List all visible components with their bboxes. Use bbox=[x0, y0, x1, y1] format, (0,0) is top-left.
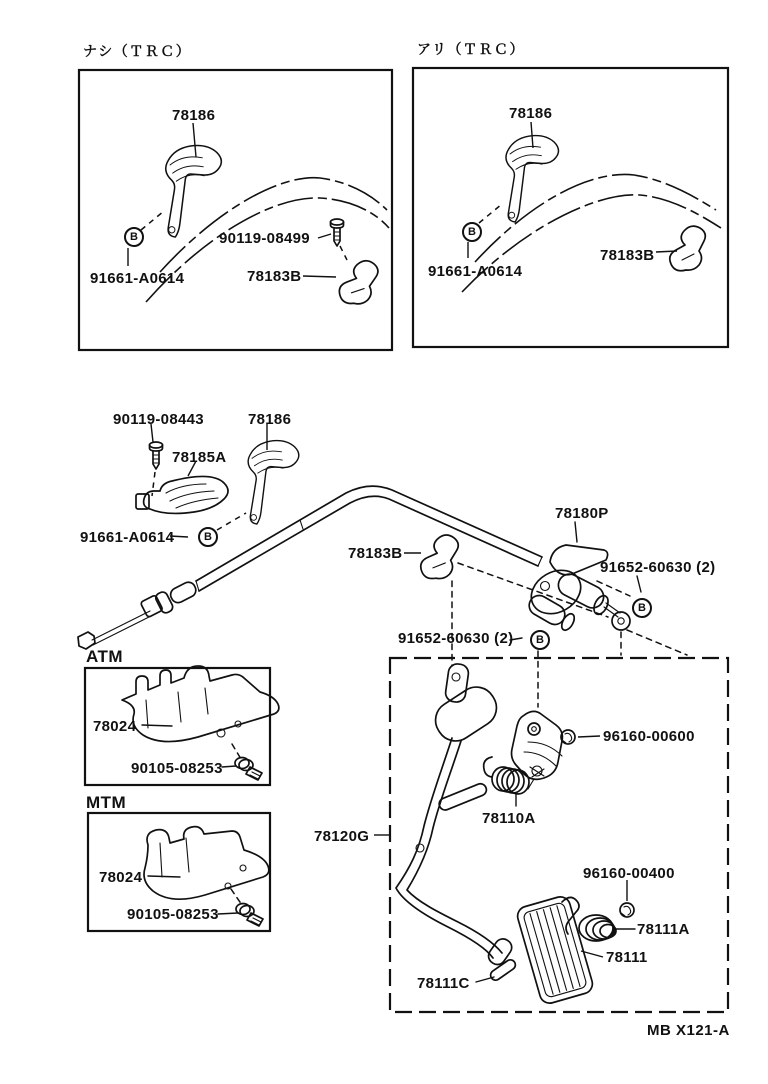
part-label-78024-mtm: 78024 bbox=[99, 869, 143, 886]
part-label-91652-60630-upper: 91652-60630 (2) bbox=[600, 559, 716, 576]
part-label-91661-a0614-no-trc: 91661-A0614 bbox=[90, 270, 185, 287]
part-label-90119-08499: 90119-08499 bbox=[219, 230, 310, 247]
section-header-atm: ATM bbox=[86, 647, 124, 666]
part-label-78186-no-trc: 78186 bbox=[172, 107, 216, 124]
part-label-96160-00400: 96160-00400 bbox=[583, 865, 675, 882]
section-header-no-trc: ナシ（ＴＲＣ） bbox=[83, 43, 192, 59]
section-header-ari-trc: アリ（ＴＲＣ） bbox=[417, 41, 525, 57]
pedal-pin-78111c-drawing bbox=[476, 958, 517, 982]
part-label-91661-a0614-mid: 91661-A0614 bbox=[80, 529, 175, 546]
no-trc-box-frame bbox=[79, 70, 392, 350]
bolt-marker-b: B bbox=[124, 227, 144, 247]
drawing-code: MB X121-A bbox=[647, 1022, 730, 1039]
pedal-support-bracket-drawing bbox=[512, 711, 563, 779]
part-label-78111c: 78111C bbox=[417, 975, 470, 992]
part-label-78120g: 78120G bbox=[314, 828, 370, 845]
section-header-mtm: MTM bbox=[86, 793, 127, 812]
part-label-78185a: 78185A bbox=[172, 449, 227, 466]
part-label-78110a: 78110A bbox=[482, 810, 536, 827]
bolt-marker-b: B bbox=[198, 527, 218, 547]
part-label-78180p: 78180P bbox=[555, 505, 609, 522]
pedal-pad-drawing bbox=[515, 894, 594, 1005]
part-label-78111a: 78111A bbox=[637, 921, 690, 938]
part-label-90105-08253-atm: 90105-08253 bbox=[131, 760, 223, 777]
part-label-96160-00600: 96160-00600 bbox=[603, 728, 695, 745]
pedal-assembly-box-frame bbox=[390, 658, 728, 1012]
clamp-78185a-drawing bbox=[136, 476, 228, 513]
bolt-marker-b: B bbox=[632, 598, 652, 618]
part-label-78186-ari-trc: 78186 bbox=[509, 105, 553, 122]
link-assembly-78180p-drawing bbox=[452, 522, 687, 707]
part-label-90105-08253-mtm: 90105-08253 bbox=[127, 906, 219, 923]
return-spring-78110a-drawing bbox=[484, 757, 534, 806]
part-label-91661-a0614-ari-trc: 91661-A0614 bbox=[428, 263, 523, 280]
part-label-78183b-no-trc: 78183B bbox=[247, 268, 302, 285]
part-label-78024-atm: 78024 bbox=[93, 718, 137, 735]
part-label-91652-60630-lower: 91652-60630 (2) bbox=[398, 630, 514, 647]
part-label-90119-08443: 90119-08443 bbox=[113, 411, 204, 428]
part-label-78186-mid: 78186 bbox=[248, 411, 292, 428]
ari-trc-box-frame bbox=[413, 68, 728, 347]
part-label-78183b-mid: 78183B bbox=[348, 545, 403, 562]
part-label-78183b-ari-trc: 78183B bbox=[600, 247, 655, 264]
bolt-marker-b: B bbox=[530, 630, 550, 650]
part-label-78111: 78111 bbox=[606, 949, 648, 966]
mid-section-art bbox=[136, 424, 459, 581]
bolt-marker-b: B bbox=[462, 222, 482, 242]
